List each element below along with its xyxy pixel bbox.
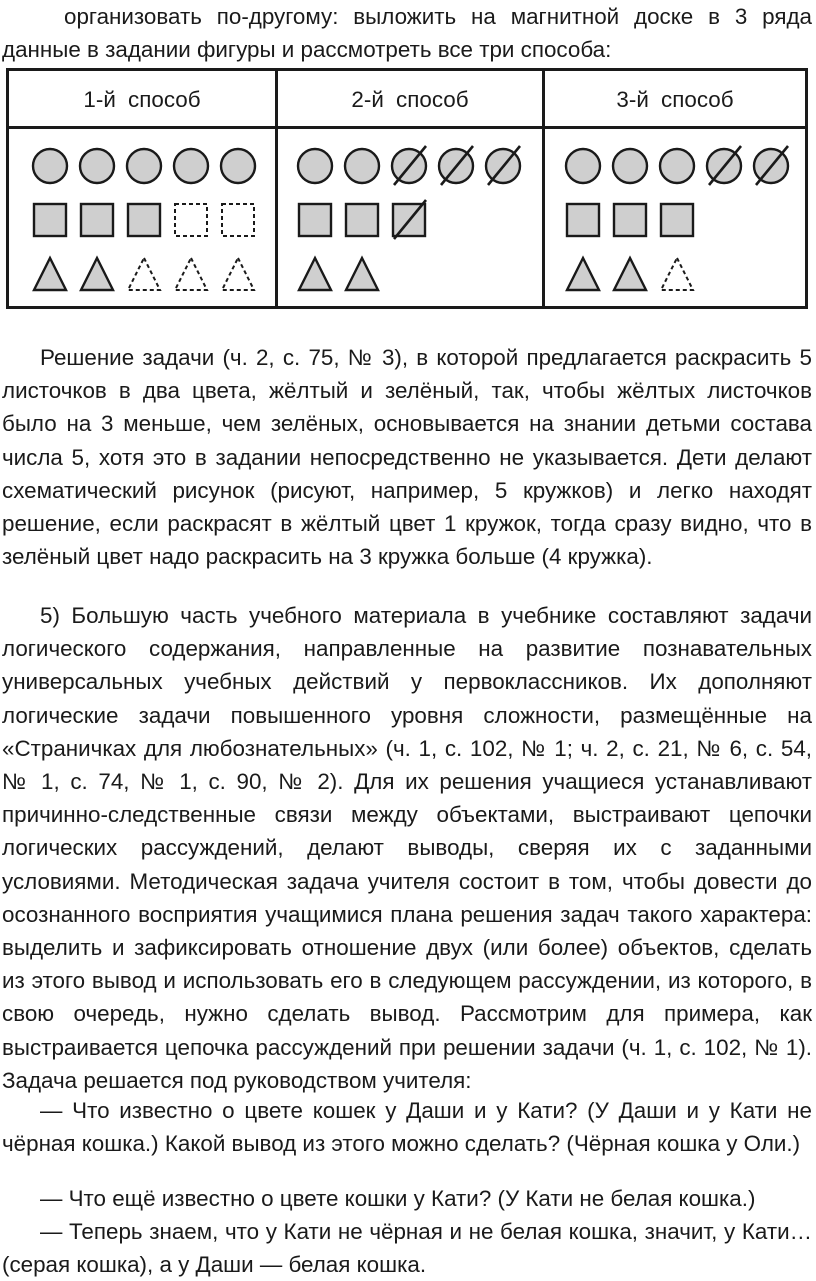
header-method-2: 2-й способ [278,71,542,129]
column-divider [542,71,545,306]
paragraph-solution: Решение задачи (ч. 2, с. 75, № 3), в которой предлагается раскрасить 5 листочков в два цвета, жёлтый и зелёный, так, чтобы жёлтых листочков было на 3 меньше, чем зелёных, основывается на знании детьми состава числа 5, хотя это в задании непосредственно не указывается. Дети делают схематический рисунок (рисуют, например, 5 кружков) и легко находят решение, если раскрасят в жёлтый цвет 1 кружок, тогда сразу видно, что в зелёный цвет надо раскрасить на 3 кружка больше (4 кружка). [2,345,812,570]
method-1-figures [29,71,269,306]
square-shape [29,199,71,241]
triangle-shape [29,253,71,295]
paragraph-logic-tasks: 5) Большую часть учебного материала в учебнике составляют задачи логического содержания, направленные на развитие познавательных универсальных учебных действий у первоклассников. Их дополняют логические задачи повышенного уровня сложности, размещённые на «Страничках для любознательных» (ч. 1, с. 102, № 1; ч. 2, с. 21, № 6, с. 54, № 1, с. 74, № 1, с. 90, № 2). Для их решения учащиеся устанавливают причинно-следственные связи между объектами, выстраивают цепочки логических рассуждений, делают выводы, сверяя их с заданными условиями. Методическая задача учителя состоит в том, чтобы довести до осознанного восприятия учащимися плана решения задач такого характера: выделить и зафиксировать отношение двух (или более) объектов, сделать из этого вывод и использовать его в следующем рассуждении, из которого, в свою очередь, нужно сделать вывод. Рассмотрим для примера, как выстраивается цепочка рассуждений при решении задачи (ч. 1, с. 102, № 1). Задача решается под руководством учителя: [2,603,812,1093]
triangle-outline-shape [656,253,698,295]
methods-table [6,68,808,309]
triangle-shape [562,253,604,295]
dialogue-line-3: — Теперь знаем, что у Кати не чёрная и не белая кошка, значит, у Кати… (серая кошка), а у Даши — белая кошка. [2,1219,812,1278]
circle-shape [609,145,651,187]
square-outline-shape [170,199,212,241]
circle-shape [562,145,604,187]
square-outline-shape [217,199,259,241]
circle-shape [656,145,698,187]
square-shape [76,199,118,241]
triangle-shape [294,253,336,295]
circle-shape [76,145,118,187]
square-shape [341,199,383,241]
square-shape [562,199,604,241]
square-shape [609,199,651,241]
square-crossed-shape [388,199,430,241]
circle-shape [294,145,336,187]
circle-crossed-shape [435,145,477,187]
circle-crossed-shape [703,145,745,187]
circle-shape [123,145,165,187]
circle-shape [341,145,383,187]
triangle-outline-shape [170,253,212,295]
triangle-shape [76,253,118,295]
square-shape [123,199,165,241]
circle-crossed-shape [482,145,524,187]
column-divider [275,71,278,306]
dialogue-line-1: — Что известно о цвете кошек у Даши и у Кати? (У Даши и у Кати не чёрная кошка.) Какой вывод из этого можно сделать? (Чёрная кошка у Оли.) [2,1098,812,1157]
circle-crossed-shape [388,145,430,187]
intro-text: организовать по-другому: выложить на магнитной доске в 3 ряда данные в задании фигуры и рассмотреть все три способа: [2,4,812,63]
triangle-shape [609,253,651,295]
triangle-shape [341,253,383,295]
circle-crossed-shape [750,145,792,187]
dialogue-line-2: — Что ещё известно о цвете кошки у Кати? (У Кати не белая кошка.) [40,1186,756,1211]
header-method-3: 3-й способ [545,71,805,129]
circle-shape [217,145,259,187]
circle-shape [170,145,212,187]
square-shape [294,199,336,241]
method-3-figures [562,71,802,306]
triangle-outline-shape [217,253,259,295]
header-method-1: 1-й способ [9,71,275,129]
method-2-figures [294,71,534,306]
triangle-outline-shape [123,253,165,295]
square-shape [656,199,698,241]
circle-shape [29,145,71,187]
